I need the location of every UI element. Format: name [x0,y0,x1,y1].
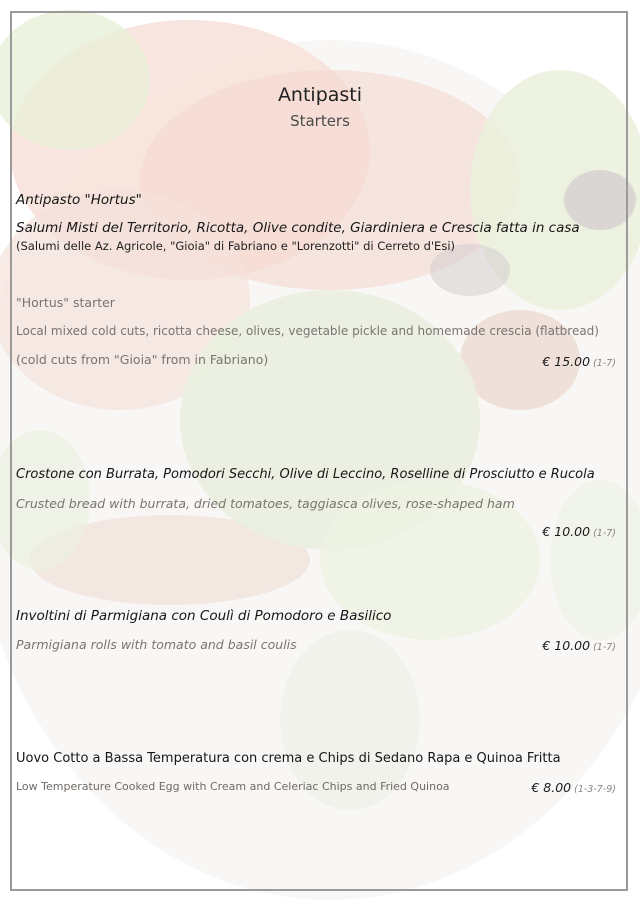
allergen-codes: (1-7) [593,642,616,653]
dish-price [542,354,616,369]
price-value: € 8.00 [531,780,572,795]
dish-description-en: Local mixed cold cuts, ricotta cheese, olives, vegetable pickle and homemade crescia (flatbread) [16,324,599,338]
dish-name-en: "Hortus" starter [16,295,115,310]
dish-description-en: Low Temperature Cooked Egg with Cream and Celeriac Chips and Fried Quinoa [16,780,450,793]
dish-description-it: Salumi Misti del Territorio, Ricotta, Olive condite, Giardiniera e Crescia fatta in casa [16,220,580,236]
page-subtitle: Starters [290,112,350,130]
dish-note-en: (cold cuts from "Gioia" from in Fabriano) [16,352,269,367]
page-title: Antipasti [277,84,363,106]
allergen-codes: (1-7) [593,358,616,369]
dish-price [531,780,616,795]
price-value: € 10.00 [542,638,591,653]
dish-name-it: Crostone con Burrata, Pomodori Secchi, Olive di Leccino, Roselline di Prosciutto e Rucola [16,467,595,482]
allergen-codes: (1-7) [593,528,616,539]
dish-name-it: Antipasto "Hortus" [16,192,142,208]
allergen-codes: (1-3-7-9) [574,784,616,795]
price-value: € 10.00 [542,524,591,539]
dish-name-it: Involtini di Parmigiana con Coulì di Pomodoro e Basilico [16,608,392,624]
dish-note-it: (Salumi delle Az. Agricole, "Gioia" di Fabriano e "Lorenzotti" di Cerreto d'Esi) [16,239,455,253]
dish-description-en: Crusted bread with burrata, dried tomatoes, taggiasca olives, rose-shaped ham [16,496,515,511]
dish-price [542,638,616,653]
dish-price [542,524,616,539]
dish-name-it: Uovo Cotto a Bassa Temperatura con crema e Chips di Sedano Rapa e Quinoa Fritta [16,751,561,766]
price-value: € 15.00 [542,354,591,369]
dish-description-en: Parmigiana rolls with tomato and basil coulis [16,637,297,652]
